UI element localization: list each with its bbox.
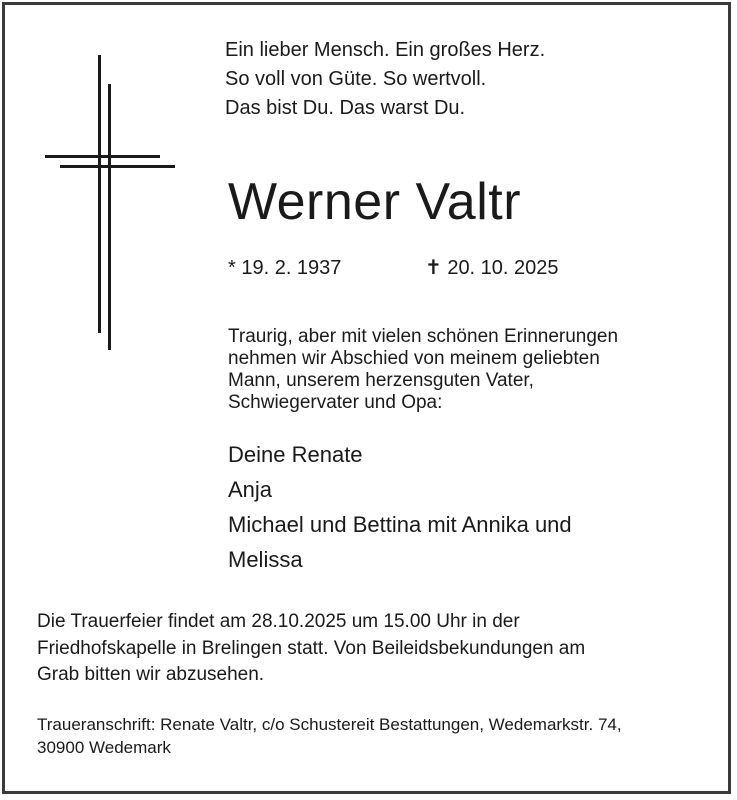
announcement-text [228, 326, 688, 414]
address-line: Traueranschrift: Renate Valtr, c/o Schustereit Bestattungen, Wedemarkstr. 74, [37, 715, 622, 734]
mourner-line: Deine Renate [228, 442, 363, 467]
funeral-line: Grab bitten wir abzusehen. [37, 664, 265, 685]
announcement-line: Traurig, aber mit vielen schönen Erinnerungen [228, 326, 619, 347]
mourner-line: Anja [228, 477, 273, 502]
motto-line: So voll von Güte. So wertvoll. [225, 68, 487, 90]
cross-horizontal-bar-bottom [60, 165, 175, 168]
mourner-line: Michael und Bettina mit Annika und [228, 512, 572, 537]
motto-verse [225, 36, 645, 123]
announcement-line: nehmen wir Abschied von meinem geliebten [228, 348, 600, 369]
birth-date: * 19. 2. 1937 [228, 257, 342, 279]
condolence-address [37, 713, 707, 759]
deceased-name: Werner Valtr [228, 173, 522, 231]
funeral-info [37, 609, 707, 689]
announcement-line: Schwiegervater und Opa: [228, 392, 443, 413]
death-date: ✝ 20. 10. 2025 [425, 257, 559, 279]
announcement-line: Mann, unserem herzensguten Vater, [228, 370, 534, 391]
motto-line: Ein lieber Mensch. Ein großes Herz. [225, 39, 546, 61]
cross-horizontal-bar-top [45, 155, 160, 158]
funeral-line: Friedhofskapelle in Brelingen statt. Von Beileidsbekundungen am [37, 637, 586, 659]
funeral-line: Die Trauerfeier findet am 28.10.2025 um 15.00 Uhr in der [37, 611, 520, 632]
mourner-line: Melissa [228, 547, 303, 572]
cross-vertical-bar-left [98, 55, 101, 333]
cross-vertical-bar-right [108, 84, 111, 350]
motto-line: Das bist Du. Das warst Du. [225, 97, 466, 119]
address-line: 30900 Wedemark [37, 738, 171, 757]
mourners-list [228, 437, 698, 577]
